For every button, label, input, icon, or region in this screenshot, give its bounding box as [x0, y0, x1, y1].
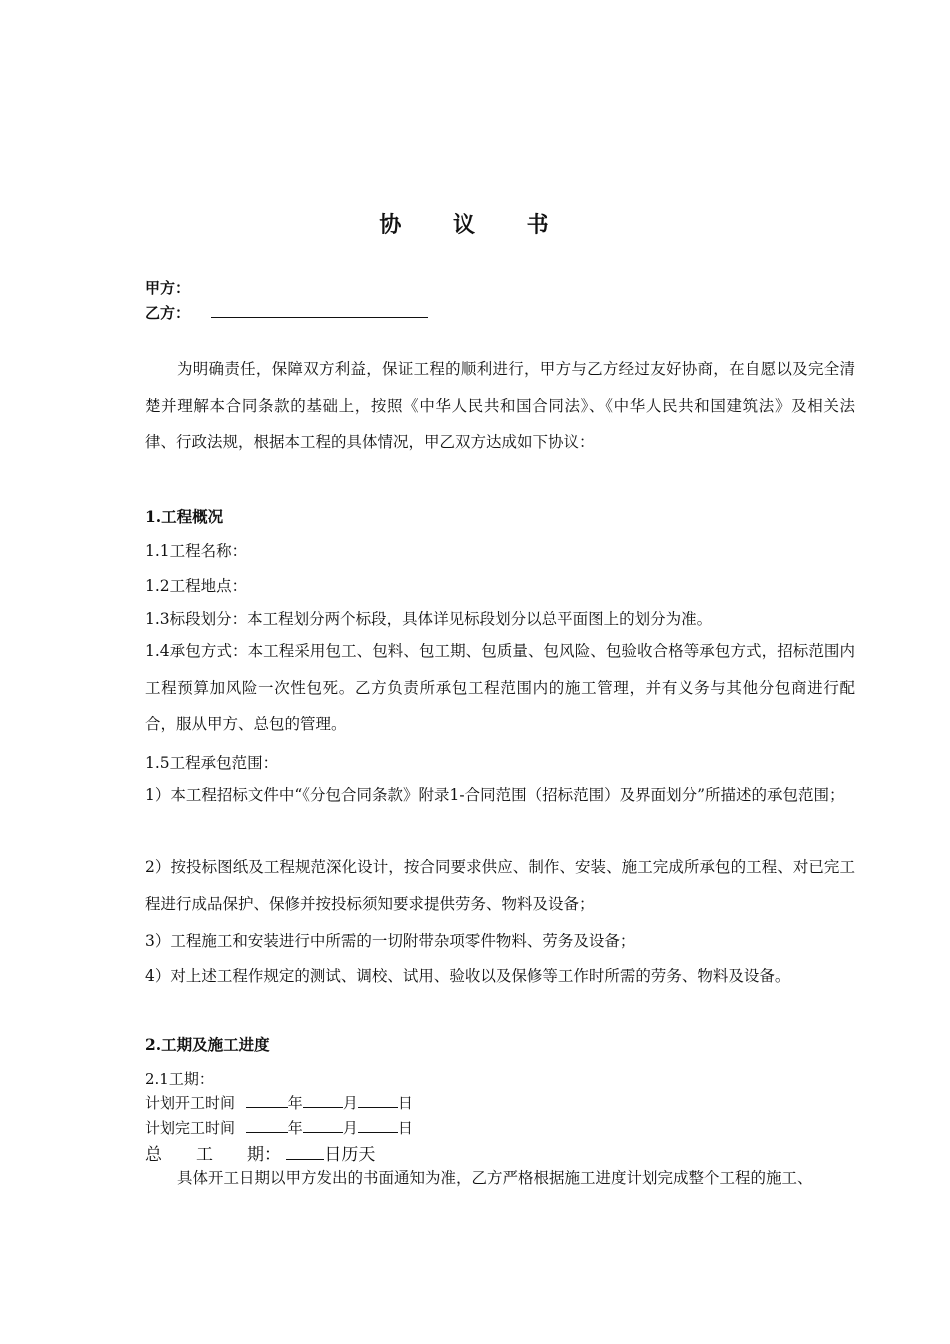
end-year-unit: 年: [287, 1119, 303, 1137]
total-duration-label: 总 工 期：: [145, 1145, 281, 1165]
document-title: 协 议 书: [379, 212, 571, 238]
item-1-3: 1.3标段划分：本工程划分两个标段，具体详见标段划分以总平面图上的划分为准。: [145, 610, 713, 628]
item-1-5: 1.5工程承包范围：: [145, 754, 279, 772]
total-duration-line: [145, 1140, 375, 1165]
party-a-label: 甲方：: [145, 279, 191, 297]
item-2-1: 2.1工期：: [145, 1070, 214, 1088]
section-1-heading: 1.工程概况: [145, 507, 224, 526]
party-b-label: 乙方：: [145, 304, 191, 322]
start-year-blank: [246, 1093, 288, 1108]
section-2-heading: 2.工期及施工进度: [145, 1035, 270, 1054]
item-1-1: 1.1工程名称：: [145, 542, 248, 560]
planned-end-line: [145, 1117, 413, 1138]
scope-4: 4）对上述工程作规定的测试、调校、试用、验收以及保修等工作时所需的劳务、物料及设备。: [145, 967, 791, 985]
scope-3: 3）工程施工和安装进行中所需的一切附带杂项零件物料、劳务及设备；: [145, 932, 636, 950]
end-year-blank: [246, 1118, 288, 1133]
end-month-blank: [303, 1118, 343, 1133]
item-1-4: 1.4承包方式：本工程采用包工、包料、包工期、包质量、包风险、包验收合格等承包方式，招标范围内工程预算加风险一次性包死。乙方负责所承包工程范围内的施工管理，并有义务与其他分包商进行配合，服从甲方、总包的管理。: [145, 642, 855, 733]
end-month-unit: 月: [342, 1119, 358, 1137]
end-day-blank: [358, 1118, 398, 1133]
party-b-underline: [211, 317, 428, 318]
planned-start-line: [145, 1092, 413, 1113]
start-day-unit: 日: [397, 1094, 413, 1112]
schedule-paragraph: 具体开工日期以甲方发出的书面通知为准，乙方严格根据施工进度计划完成整个工程的施工、: [177, 1169, 813, 1187]
intro-paragraph: 为明确责任，保障双方利益，保证工程的顺利进行，甲方与乙方经过友好协商，在自愿以及完全清楚并理解本合同条款的基础上，按照《中华人民共和国合同法》、《中华人民共和国建筑法》及相关法律、行政法规，根据本工程的具体情况，甲乙双方达成如下协议：: [145, 360, 855, 451]
scope-2: 2）按投标图纸及工程规范深化设计，按合同要求供应、制作、安装、施工完成所承包的工程、对已完工程进行成品保护、保修并按投标须知要求提供劳务、物料及设备；: [145, 858, 855, 913]
start-day-blank: [358, 1093, 398, 1108]
start-year-unit: 年: [287, 1094, 303, 1112]
end-day-unit: 日: [397, 1119, 413, 1137]
planned-start-label: 计划开工时间: [145, 1094, 236, 1112]
total-duration-blank: [286, 1145, 324, 1160]
total-duration-unit: 日历天: [324, 1145, 376, 1165]
scope-1: 1）本工程招标文件中“《分包合同条款》附录1-合同范围（招标范围）及界面划分”所描述的承包范围；: [145, 786, 845, 804]
item-1-2: 1.2工程地点：: [145, 577, 248, 595]
start-month-blank: [303, 1093, 343, 1108]
planned-end-label: 计划完工时间: [145, 1119, 236, 1137]
start-month-unit: 月: [342, 1094, 358, 1112]
